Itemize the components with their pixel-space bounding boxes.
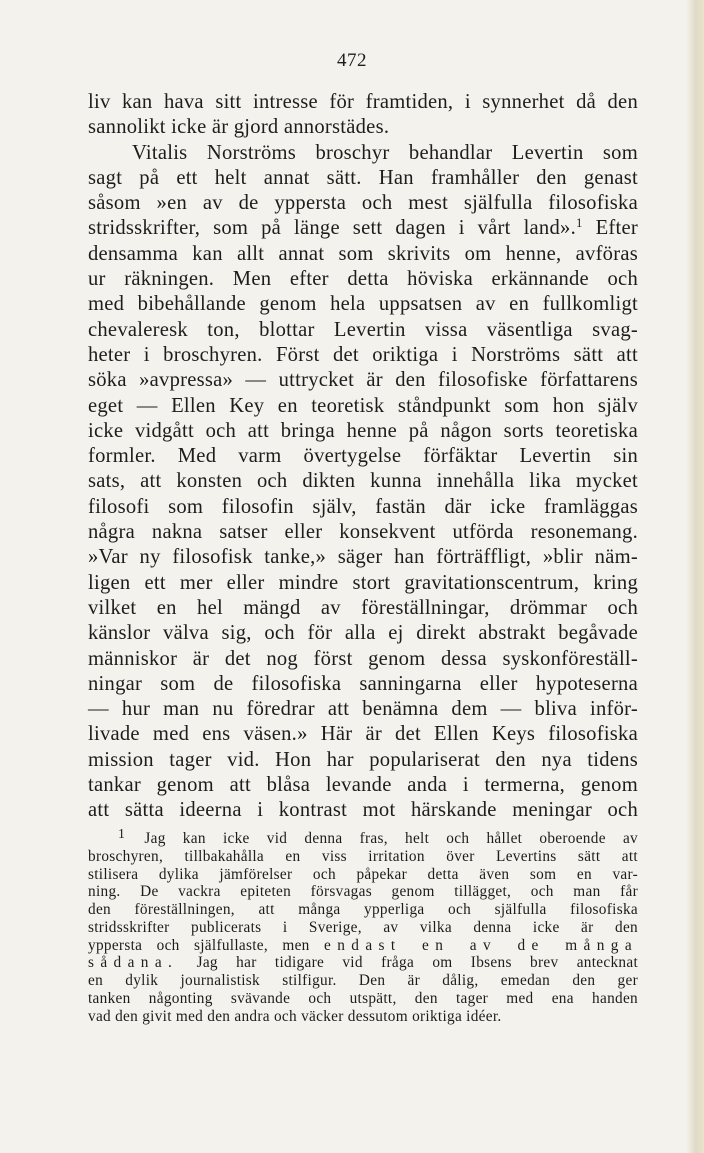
footnote-line-segment: Jag kan icke vid denna fras, helt och hållet oberoende av (144, 830, 638, 847)
text-line: densamma kan allt annat som skrivits om henne, avföras (88, 242, 638, 265)
text-line: liv kan hava sitt intresse för framtiden, i synnerhet då den (88, 91, 638, 113)
text-line (88, 216, 638, 241)
text-line: »Var ny filosofisk tanke,» säger han förträffligt, »blir näm- (88, 546, 638, 569)
text-line: tankar genom att blåsa levande anda i termerna, genom (88, 774, 638, 797)
footnote-line: ning. De vackra epiteten försvagas genom tillägget, och man får (88, 883, 638, 901)
footnote-reference: 1 (575, 216, 583, 231)
text-line: heter i broschyren. Först det oriktiga i Norströms sätt att (88, 343, 638, 366)
footnote-line: tanken någonting svävande och utspätt, den tager med ena handen (88, 989, 638, 1007)
text-line: icke vidgått och att bringa henne på någon sorts teoretiska (88, 419, 638, 442)
page-edge-shadow (686, 0, 704, 1153)
text-line: sagt på ett helt annat sätt. Han framhåller den genast (88, 166, 638, 189)
footnote-line (88, 826, 638, 848)
text-line: eget — Ellen Key en teoretisk ståndpunkt som hon själv (88, 394, 638, 417)
footnote-line: den föreställningen, att många ypperliga och själfulla filosofiska (88, 901, 638, 918)
text-line: att sätta ideerna i kontrast mot härskande meningar och (88, 799, 638, 822)
footnote (88, 826, 639, 1025)
text-line: söka »avpressa» — uttrycket är den filosofiske författarens (88, 369, 638, 392)
text-line: känslor välva sig, och för alla ej direkt abstrakt begåvade (88, 622, 638, 645)
page-number: 472 (337, 50, 367, 71)
text-line: ur räkningen. Men efter detta höviska erkännande och (88, 268, 638, 291)
footnote-marker: 1 (118, 826, 126, 842)
footnote-line: stilisera dylika jämförelser och påpekar detta även som en var- (88, 865, 638, 883)
text-line: sannolikt icke är gjord annorstädes. (88, 116, 390, 139)
text-line: människor är det nog först genom dessa syskonföreställ- (88, 647, 638, 670)
footnote-line (88, 954, 638, 972)
text-line: chevaleresk ton, blottar Levertin vissa väsentliga svag- (88, 318, 638, 341)
text-line: formler. Med varm övertygelse förfäktar Levertin sin (88, 445, 638, 468)
text-line-segment: stridsskrifter, som på länge sett dagen i vårt land». (88, 217, 576, 240)
text-line: — hur man nu föredrar att benämna dem — bliva inför- (88, 698, 638, 721)
text-line-segment: Efter (595, 217, 638, 240)
text-line: livade med ens väsen.» Här är det Ellen Keys filosofiska (88, 723, 638, 746)
footnote-line: broschyren, tillbakahålla en viss irritation över Levertins sätt att (88, 847, 638, 865)
text-line: några nakna satser eller konsekvent utförda resonemang. (88, 521, 638, 544)
text-line: med bibehållande genom hela uppsatsen av en fullkomligt (88, 293, 638, 316)
footnote-line: en dylik journalistisk stilfigur. Den är dålig, emedan den ger (88, 972, 638, 989)
text-line: ningar som de filosofiska sanningarna eller hypoteserna (88, 672, 638, 695)
footnote-emphasis: sådana. (88, 954, 179, 972)
footnote-line: stridsskrifter publicerats i Sverige, av vilka denna icke är den (88, 918, 638, 936)
text-line: vilket en hel mängd av föreställningar, drömmar och (88, 596, 638, 619)
footnote-emphasis: endast en av de många (324, 936, 639, 954)
text-line: mission tager vid. Hon har populariserat den nya tidens (88, 748, 638, 771)
text-line: Vitalis Norströms broschyr behandlar Levertin som (132, 141, 638, 164)
text-line: sats, att konsten och dikten kunna innehålla lika mycket (88, 470, 638, 493)
text-line: såsom »en av de yppersta och mest själfulla filosofiska (88, 192, 638, 215)
main-text-block (88, 90, 638, 824)
footnote-line (88, 937, 638, 955)
footnote-line: vad den givit med den andra och väcker dessutom oriktiga idéer. (88, 1007, 502, 1025)
footnote-line-segment: yppersta och själfullaste, men (88, 936, 310, 954)
text-line: ligen ett mer eller mindre stort gravitationscentrum, kring (88, 571, 638, 594)
footnote-line-segment: Jag har tidigare vid fråga om Ibsens brev antecknat (196, 954, 639, 972)
text-line: filosofi som filosofin själv, fastän där icke framläggas (88, 495, 638, 518)
